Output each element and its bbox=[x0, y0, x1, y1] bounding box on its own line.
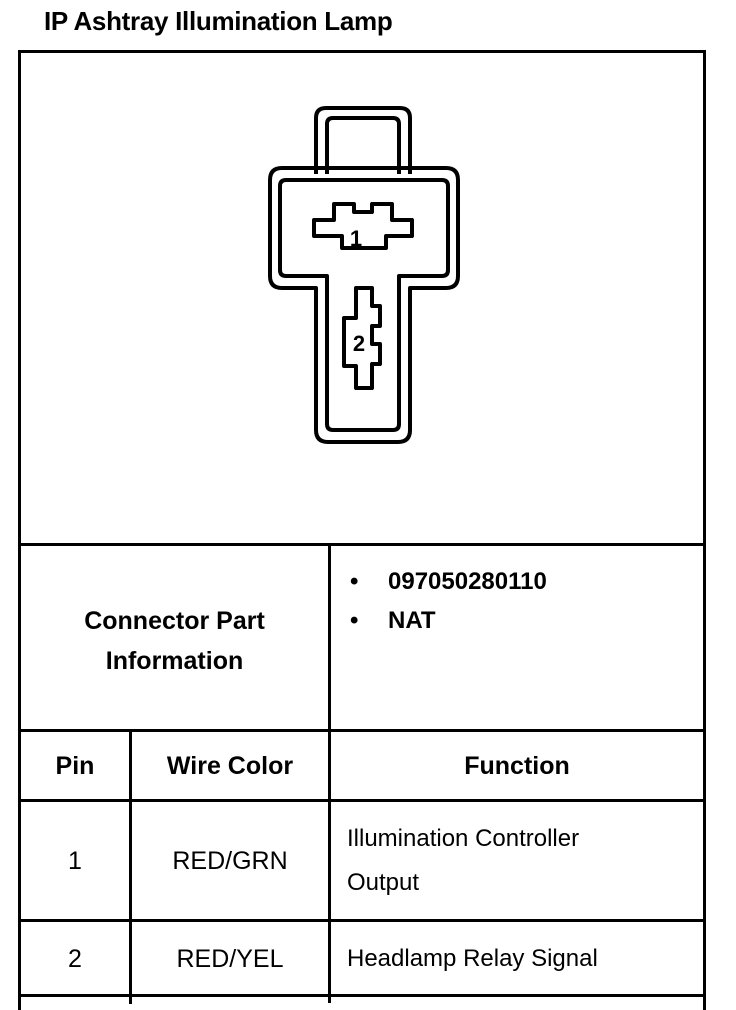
page-title: IP Ashtray Illumination Lamp bbox=[44, 6, 393, 36]
row-1-pin: 1 bbox=[68, 847, 82, 875]
divider-under-diagram bbox=[18, 543, 706, 546]
row-2-wire-color: RED/YEL bbox=[176, 945, 284, 973]
header-pin: Pin bbox=[55, 752, 95, 780]
connector-body-inner-outline bbox=[280, 180, 448, 430]
connector-key-tab-inner bbox=[327, 118, 399, 174]
part-info-item bbox=[350, 562, 547, 602]
part-number-value: 097050280110 bbox=[388, 568, 547, 595]
connector-color-value: NAT bbox=[388, 607, 436, 634]
divider-under-row-1 bbox=[18, 919, 706, 922]
pin-1-label: 1 bbox=[349, 226, 363, 251]
row-1-wire-color: RED/GRN bbox=[172, 847, 288, 875]
row-2-function-line1: Headlamp Relay Signal bbox=[347, 945, 598, 972]
header-wire-color: Wire Color bbox=[166, 752, 294, 780]
bullet-icon: • bbox=[350, 607, 359, 634]
divider-under-row-2 bbox=[18, 994, 706, 997]
bullet-icon: • bbox=[350, 568, 359, 595]
pin-1-cavity bbox=[314, 204, 412, 248]
row-1-function-line2: Output bbox=[347, 869, 420, 896]
header-function: Function bbox=[464, 752, 570, 780]
part-info-label-line1: Connector Part bbox=[84, 607, 265, 635]
divider-under-header bbox=[18, 799, 706, 802]
part-info-item bbox=[350, 601, 436, 641]
divider-under-part-info bbox=[18, 729, 706, 732]
connector-body-outline bbox=[270, 168, 458, 442]
part-info-label-line2: Information bbox=[105, 647, 244, 675]
connector-face-diagram bbox=[260, 100, 470, 450]
pin-2-label: 2 bbox=[352, 331, 366, 356]
row-2-pin: 2 bbox=[68, 945, 82, 973]
row-1-function-line1: Illumination Controller bbox=[347, 825, 580, 852]
part-info-label bbox=[21, 601, 328, 681]
